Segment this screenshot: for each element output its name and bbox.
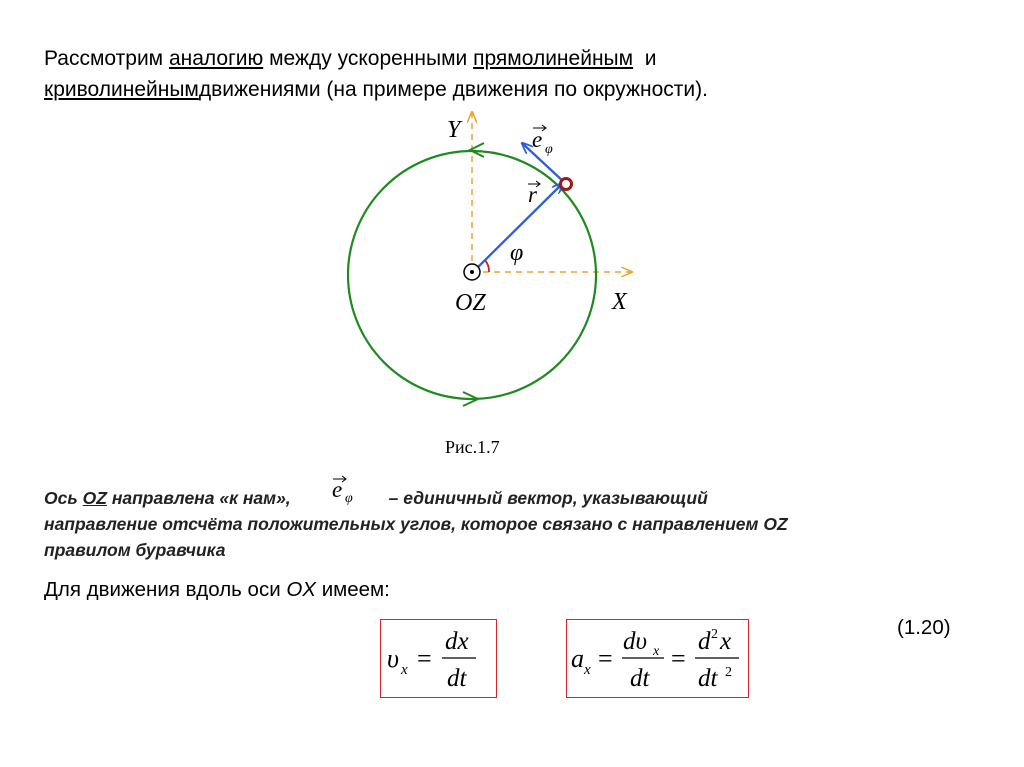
acceleration-formula	[567, 620, 748, 697]
intro-word: между ускоренными	[269, 47, 468, 70]
equals-sign: =	[417, 644, 432, 673]
para-ox: OX	[286, 578, 316, 601]
equals-sign-2: =	[671, 644, 686, 673]
intro-word: движениями (на примере движения по окружности).	[198, 78, 708, 101]
note-e-phi-symbol	[331, 477, 365, 511]
e-vector-label: e	[532, 127, 543, 152]
para-text: имеем:	[321, 578, 390, 601]
unit-vector-arrow	[522, 143, 565, 183]
note-e-phi-svg	[331, 477, 365, 511]
denominator-superscript: 2	[725, 665, 732, 680]
note-e-letter: e	[331, 477, 342, 502]
equation-number: (1.20)	[897, 616, 951, 639]
numerator-x: x	[720, 628, 732, 655]
velocity-formula-box	[380, 619, 497, 698]
denominator-dt: dt	[447, 665, 467, 692]
oz-axis-label: OZ	[455, 290, 486, 316]
note-text: – единичный вектор, указывающий	[388, 488, 708, 508]
underlined-word-rectilinear: прямолинейным	[473, 47, 634, 70]
numerator-dv-subscript: x	[653, 644, 660, 659]
underlined-word-analogy: аналогию	[168, 47, 264, 70]
note-text: Ось	[44, 488, 78, 508]
motion-paragraph	[44, 578, 390, 602]
e-vector-subscript: φ	[545, 142, 553, 157]
numerator-d: d	[698, 628, 711, 655]
underlined-word-curvilinear: криволинейным	[44, 78, 199, 101]
origin-dot	[470, 270, 474, 274]
equals-sign-1: =	[598, 644, 613, 673]
intro-word: Рассмотрим	[44, 47, 164, 70]
intro-word: и	[644, 47, 657, 70]
velocity-subscript: x	[401, 662, 408, 678]
angle-arc	[485, 260, 489, 272]
r-vector-label: r	[528, 182, 537, 207]
acceleration-symbol: a	[571, 644, 584, 673]
note-line-3: правилом буравчика	[44, 540, 226, 560]
figure-caption: Рис.1.7	[445, 437, 500, 457]
note-line-2: направление отсчёта положительных углов, которое связано с направлением OZ	[44, 514, 788, 534]
moving-point	[561, 179, 572, 190]
acceleration-subscript: x	[584, 662, 591, 678]
axis-note	[44, 477, 788, 563]
phi-angle-label: φ	[510, 240, 524, 266]
x-axis-label: X	[612, 289, 627, 315]
denominator-dt-2: dt	[698, 665, 718, 692]
numerator-dv: dυ	[623, 628, 647, 655]
note-line-1	[44, 477, 788, 511]
numerator-superscript: 2	[711, 627, 718, 642]
velocity-formula	[381, 620, 496, 697]
note-text: направлена «к нам»,	[111, 488, 291, 508]
denominator-dt-1: dt	[630, 665, 650, 692]
note-e-subscript: φ	[344, 491, 353, 506]
y-axis-label: Y	[447, 117, 461, 143]
note-oz: OZ	[82, 488, 107, 508]
acceleration-formula-box	[566, 619, 749, 698]
para-text: Для движения вдоль оси	[44, 578, 281, 601]
numerator-dx: dx	[445, 628, 469, 655]
velocity-symbol: υ	[387, 644, 399, 673]
